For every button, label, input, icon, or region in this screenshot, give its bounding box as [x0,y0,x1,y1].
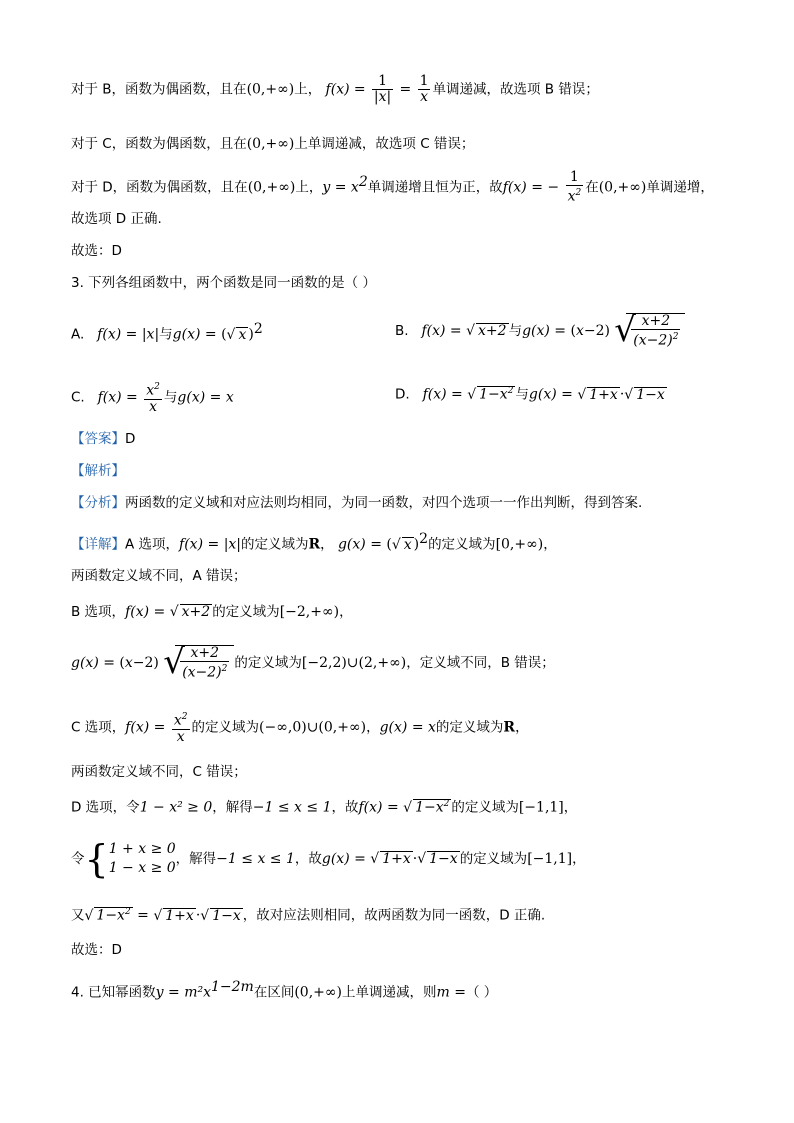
interval: (0,+∞) [598,179,647,196]
fraction-1-over-absx: $\frac{1}{|x|}$ [373,73,392,105]
analysis-tag: 【解析】 [71,463,125,479]
option-b-label: B. [395,322,409,339]
choose-line-2: 故选：D [71,942,122,958]
detail-d2: 令{ 1 + x ≥ 0 1 − x ≥ 0 ，解得−1 ≤ x ≤ 1，故g(x) = √ 1+x ·√ 1−x 的定义域为[−1,1]， [71,840,586,878]
d-text-1: 对于 D，函数为偶函数，且在 [71,179,248,196]
fx: f(x) [502,179,527,196]
detail-a2: 两函数定义域不同，A 错误； [71,568,247,584]
interval: (0,+∞) [246,136,295,152]
y-eq-x2: y = x [322,179,359,196]
d-text-5: 单调递增， [646,179,714,196]
b-text-2: 上， [294,81,322,98]
question-3: 3. 下列各组函数中，两个函数是同一函数的是（ ） [71,275,376,291]
text-line-b: 对于 B，函数为偶函数，且在(0,+∞)上， f(x) = $\frac{1}{|x|}$ = $\frac{1}{x}$ 单调递减，故选项 B 错误； [71,73,599,105]
text-line-c [71,137,474,152]
c-text-2: 上单调递减，故选项 C 错误； [294,136,475,152]
fenxi-tag: 【分析】 [71,495,125,511]
detail-d3: 又√ $1-x^2$ = √ 1+x ·√ 1−x ，故对应法则相同，故两函数为同一函数，D 正确. [71,907,545,923]
fenxi-line [71,497,642,511]
answer-tag: 【答案】 [71,431,125,447]
question-4: 4. 已知幂函数$y = m^2x^{1-2m}$在区间(0,+∞)上单调递减，则m =（ ） [71,979,498,1001]
option-c: C. f(x) = $\frac{x^2}{x}$ 与g(x) = x [71,382,234,415]
interval: (0,+∞) [247,179,296,196]
option-b: B. f(x) = √ x+2 与g(x) = (x−2) √ $\frac{x+2}{(x-2)^2}$ [395,313,685,349]
option-a: A. f(x) = |x|与g(x) = (√ x )$^2$ [71,322,263,342]
option-c-label: C. [71,389,85,406]
d-text-4: 在 [585,179,599,196]
detail-d1: D 选项，令1 − x² ≥ 0，解得−1 ≤ x ≤ 1，故f(x) = √ $1-x^2$ 的定义域为[−1,1]， [71,799,577,815]
fenxi-text: 两函数的定义域和对应法则均相同，为同一函数，对四个选项一一作出判断，得到答案. [125,495,643,511]
answer-value: D [125,431,136,447]
c-text-1: 对于 C，函数为偶函数，且在 [71,136,247,152]
fraction-1-over-x2: $\frac{1}{x^2}$ [567,169,582,205]
b-text-1: 对于 B，函数为偶函数，且在 [71,81,247,98]
d-text-2: 上， [295,179,323,196]
fraction-1-over-x: $\frac{1}{x}$ [419,73,429,105]
option-d-label: D. [395,386,410,403]
detail-c2: 两函数定义域不同，C 错误； [71,764,247,780]
interval: (0,+∞) [246,81,295,98]
d-text-3: 单调递增且恒为正，故 [367,179,503,196]
answer-line [71,433,135,447]
detail-c1: C 选项，f(x) = $\frac{x^2}{x}$ 的定义域为(−∞,0)∪(0,+∞)，g(x) = x的定义域为R， [71,712,529,745]
text-line-d: 对于 D，函数为偶函数，且在(0,+∞)上，$y = x^2$单调递增且恒为正，故f(x) = − $\frac{1}{x^2}$ 在(0,+∞)单调递增， [71,169,714,205]
fx: f(x) [325,81,350,98]
b-text-3: 单调递减，故选项 B 错误； [432,81,599,98]
choose-line-1: 故选：D [71,243,122,259]
detail-b2: g(x) = (x−2) √ $\frac{x+2}{(x-2)^2}$ 的定义域为[−2,2)∪(2,+∞)，定义域不同，B 错误； [71,642,555,682]
detail-tag: 【详解】 [71,536,125,553]
text-line-d2: 故选项 D 正确. [71,211,162,227]
option-a-label: A. [71,326,85,343]
detail-a: 【详解】A 选项，f(x) = |x|的定义域为R， g(x) = (√ x )$^2$的定义域为[0,+∞)， [71,532,557,552]
detail-b1: B 选项，f(x) = √ x+2 的定义域为[−2,+∞)， [71,604,353,620]
option-d: D. f(x) = √ $1-x^2$ 与g(x) = √ 1+x ·√ 1−x [395,386,667,402]
